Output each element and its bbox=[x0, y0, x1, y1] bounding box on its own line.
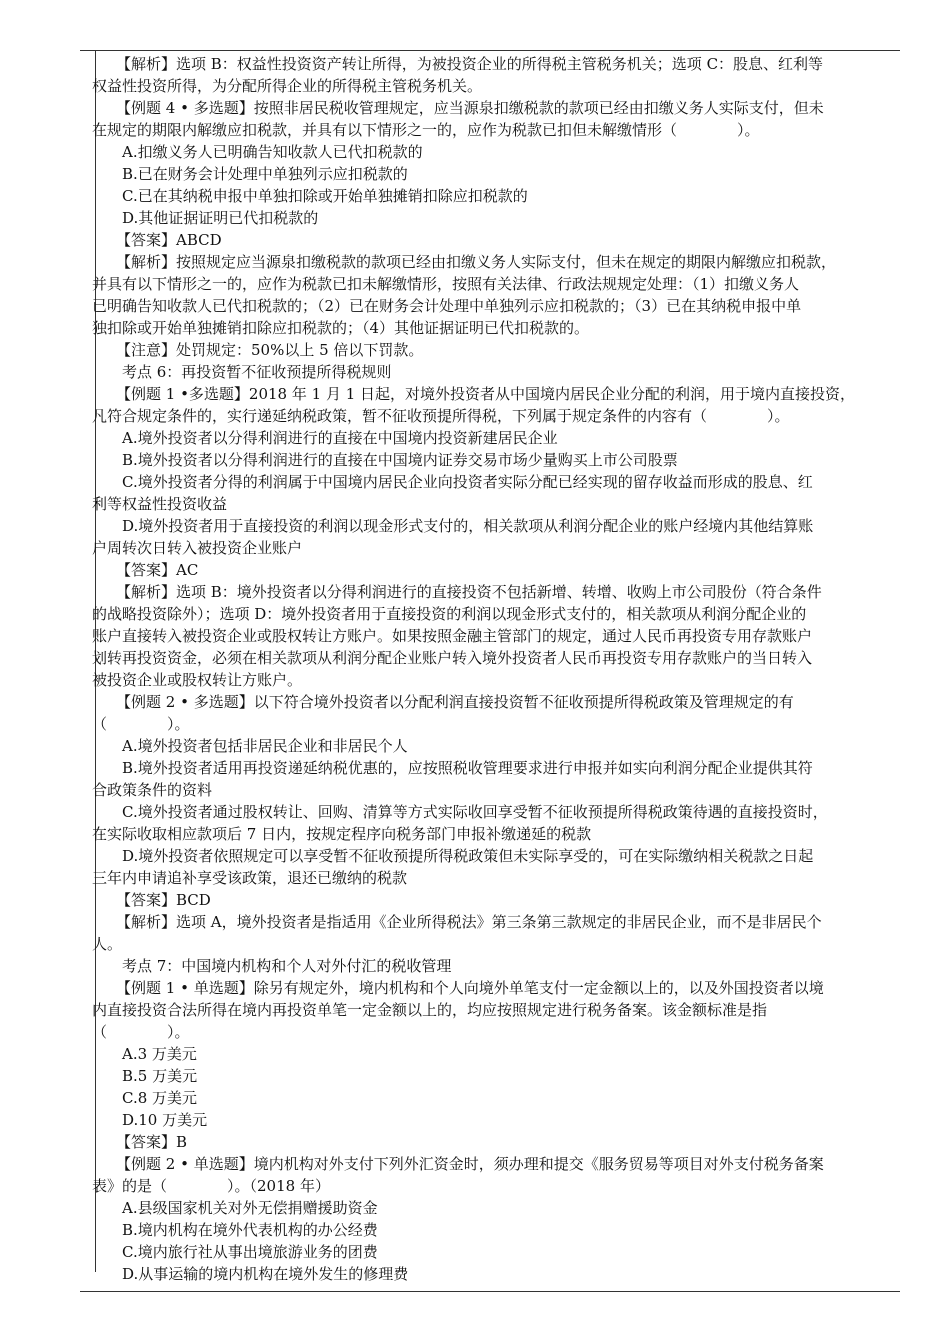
text-line: A.境外投资者以分得利润进行的直接在中国境内投资新建居民企业 bbox=[122, 429, 558, 447]
text-line: 人。 bbox=[92, 935, 123, 953]
text-line: 在规定的期限内解缴应扣税款，并具有以下情形之一的，应作为税款已扣但未解缴情形（ ）。 bbox=[92, 121, 760, 139]
text-line: 【解析】选项 B：权益性投资资产转让所得，为被投资企业的所得税主管税务机关；选项 C：股息、红利等 bbox=[116, 55, 824, 73]
text-line: D.从事运输的境内机构在境外发生的修理费 bbox=[122, 1265, 409, 1283]
text-line: 户周转次日转入被投资企业账户 bbox=[92, 539, 303, 557]
text-line: 权益性投资所得，为分配所得企业的所得税主管税务机关。 bbox=[92, 77, 483, 95]
text-line: 【解析】按照规定应当源泉扣缴税款的款项已经由扣缴义务人实际支付，但未在规定的期限内解缴应扣税款， bbox=[116, 253, 837, 271]
text-line: 账户直接转入被投资企业或股权转让方账户。如果按照金融主管部门的规定，通过人民币再投资专用存款账户 bbox=[92, 627, 813, 645]
text-line: D.境外投资者用于直接投资的利润以现金形式支付的，相关款项从利润分配企业的账户经境内其他结算账 bbox=[122, 517, 814, 535]
text-line: 【例题 4 • 多选题】按照非居民税收管理规定，应当源泉扣缴税款的款项已经由扣缴义务人实际支付，但未 bbox=[116, 99, 824, 117]
text-line: 【答案】B bbox=[116, 1133, 188, 1151]
text-line: A.3 万美元 bbox=[122, 1045, 197, 1063]
text-line: D.其他证据证明已代扣税款的 bbox=[122, 209, 319, 227]
text-line: 独扣除或开始单独摊销扣除应扣税款的；（4）其他证据证明已代扣税款的。 bbox=[92, 319, 590, 337]
text-line: 【例题 1 • 单选题】除另有规定外，境内机构和个人向境外单笔支付一定金额以上的，以及外国投资者以境 bbox=[116, 979, 824, 997]
text-line: 【答案】AC bbox=[116, 561, 199, 579]
text-line: D.境外投资者依照规定可以享受暂不征收预提所得税政策但未实际享受的，可在实际缴纳相关税款之日起 bbox=[122, 847, 814, 865]
footer-rule bbox=[80, 1291, 900, 1292]
text-line: 内直接投资合法所得在境内再投资单笔一定金额以上的，均应按照规定进行税务备案。该金额标准是指 bbox=[92, 1001, 768, 1019]
text-line: 凡符合规定条件的，实行递延纳税政策，暂不征收预提所得税，下列属于规定条件的内容有（ ）。 bbox=[92, 407, 790, 425]
text-line: 表》的是（ ）。（2018 年） bbox=[92, 1177, 330, 1195]
text-line: C.境内旅行社从事出境旅游业务的团费 bbox=[122, 1243, 378, 1261]
text-line: B.5 万美元 bbox=[122, 1067, 198, 1085]
text-line: A.境外投资者包括非居民企业和非居民个人 bbox=[122, 737, 408, 755]
text-line: D.10 万美元 bbox=[122, 1111, 208, 1129]
text-line: 划转再投资资金，必须在相关款项从利润分配企业账户转入境外投资者人民币再投资专用存款账户的当日转入 bbox=[92, 649, 813, 667]
text-line: 合政策条件的资料 bbox=[92, 781, 213, 799]
text-line: 【答案】BCD bbox=[116, 891, 211, 909]
text-line: 【答案】ABCD bbox=[116, 231, 222, 249]
text-line: 并具有以下情形之一的，应作为税款已扣未解缴情形，按照有关法律、行政法规规定处理：（1）扣缴义务人 bbox=[92, 275, 800, 293]
text-line: 的战略投资除外）；选项 D：境外投资者用于直接投资的利润以现金形式支付的，相关款项从利润分配企业的 bbox=[92, 605, 807, 623]
text-line: B.境内机构在境外代表机构的办公经费 bbox=[122, 1221, 378, 1239]
text-line: A.县级国家机关对外无偿捐赠援助资金 bbox=[122, 1199, 378, 1217]
text-line: C.8 万美元 bbox=[122, 1089, 198, 1107]
text-line: （ ）。 bbox=[92, 1023, 190, 1041]
text-line: （ ）。 bbox=[92, 715, 190, 733]
text-line: 【注意】处罚规定：50%以上 5 倍以下罚款。 bbox=[116, 341, 424, 359]
text-line: B.已在财务会计处理中单独列示应扣税款的 bbox=[122, 165, 408, 183]
text-line: C.境外投资者分得的利润属于中国境内居民企业向投资者实际分配已经实现的留存收益而形成的股息、红 bbox=[122, 473, 813, 491]
text-line: 利等权益性投资收益 bbox=[92, 495, 228, 513]
text-line: B.境外投资者以分得利润进行的直接在中国境内证券交易市场少量购买上市公司股票 bbox=[122, 451, 678, 469]
text-line: C.境外投资者通过股权转让、回购、清算等方式实际收回享受暂不征收预提所得税政策待遇的直接投资时， bbox=[122, 803, 828, 821]
text-line: 考点 6：再投资暂不征收预提所得税规则 bbox=[122, 363, 392, 381]
text-line: 三年内申请追补享受该政策，退还已缴纳的税款 bbox=[92, 869, 408, 887]
text-line: C.已在其纳税申报中单独扣除或开始单独摊销扣除应扣税款的 bbox=[122, 187, 528, 205]
document-body bbox=[92, 53, 900, 1285]
text-line: 在实际收取相应款项后 7 日内，按规定程序向税务部门申报补缴递延的税款 bbox=[92, 825, 592, 843]
text-line: 【解析】选项 B：境外投资者以分得利润进行的直接投资不包括新增、转增、收购上市公司股份（符合条件 bbox=[116, 583, 822, 601]
header-rule bbox=[80, 50, 900, 51]
text-line: 【例题 1 •多选题】2018 年 1 月 1 日起，对境外投资者从中国境内居民企业分配的利润，用于境内直接投资， bbox=[116, 385, 856, 403]
text-line: 已明确告知收款人已代扣税款的；（2）已在财务会计处理中单独列示应扣税款的；（3）已在其纳税申报中单 bbox=[92, 297, 802, 315]
text-line: 【例题 2 • 多选题】以下符合境外投资者以分配利润直接投资暂不征收预提所得税政策及管理规定的有 bbox=[116, 693, 794, 711]
text-line: B.境外投资者适用再投资递延纳税优惠的，应按照税收管理要求进行申报并如实向利润分配企业提供其符 bbox=[122, 759, 813, 777]
text-line: A.扣缴义务人已明确告知收款人已代扣税款的 bbox=[122, 143, 423, 161]
text-line: 被投资企业或股权转让方账户。 bbox=[92, 671, 303, 689]
text-line: 【解析】选项 A，境外投资者是指适用《企业所得税法》第三条第三款规定的非居民企业，而不是非居民个 bbox=[116, 913, 822, 931]
text-line: 考点 7：中国境内机构和个人对外付汇的税收管理 bbox=[122, 957, 452, 975]
text-line: 【例题 2 • 单选题】境内机构对外支付下列外汇资金时，须办理和提交《服务贸易等项目对外支付税务备案 bbox=[116, 1155, 824, 1173]
